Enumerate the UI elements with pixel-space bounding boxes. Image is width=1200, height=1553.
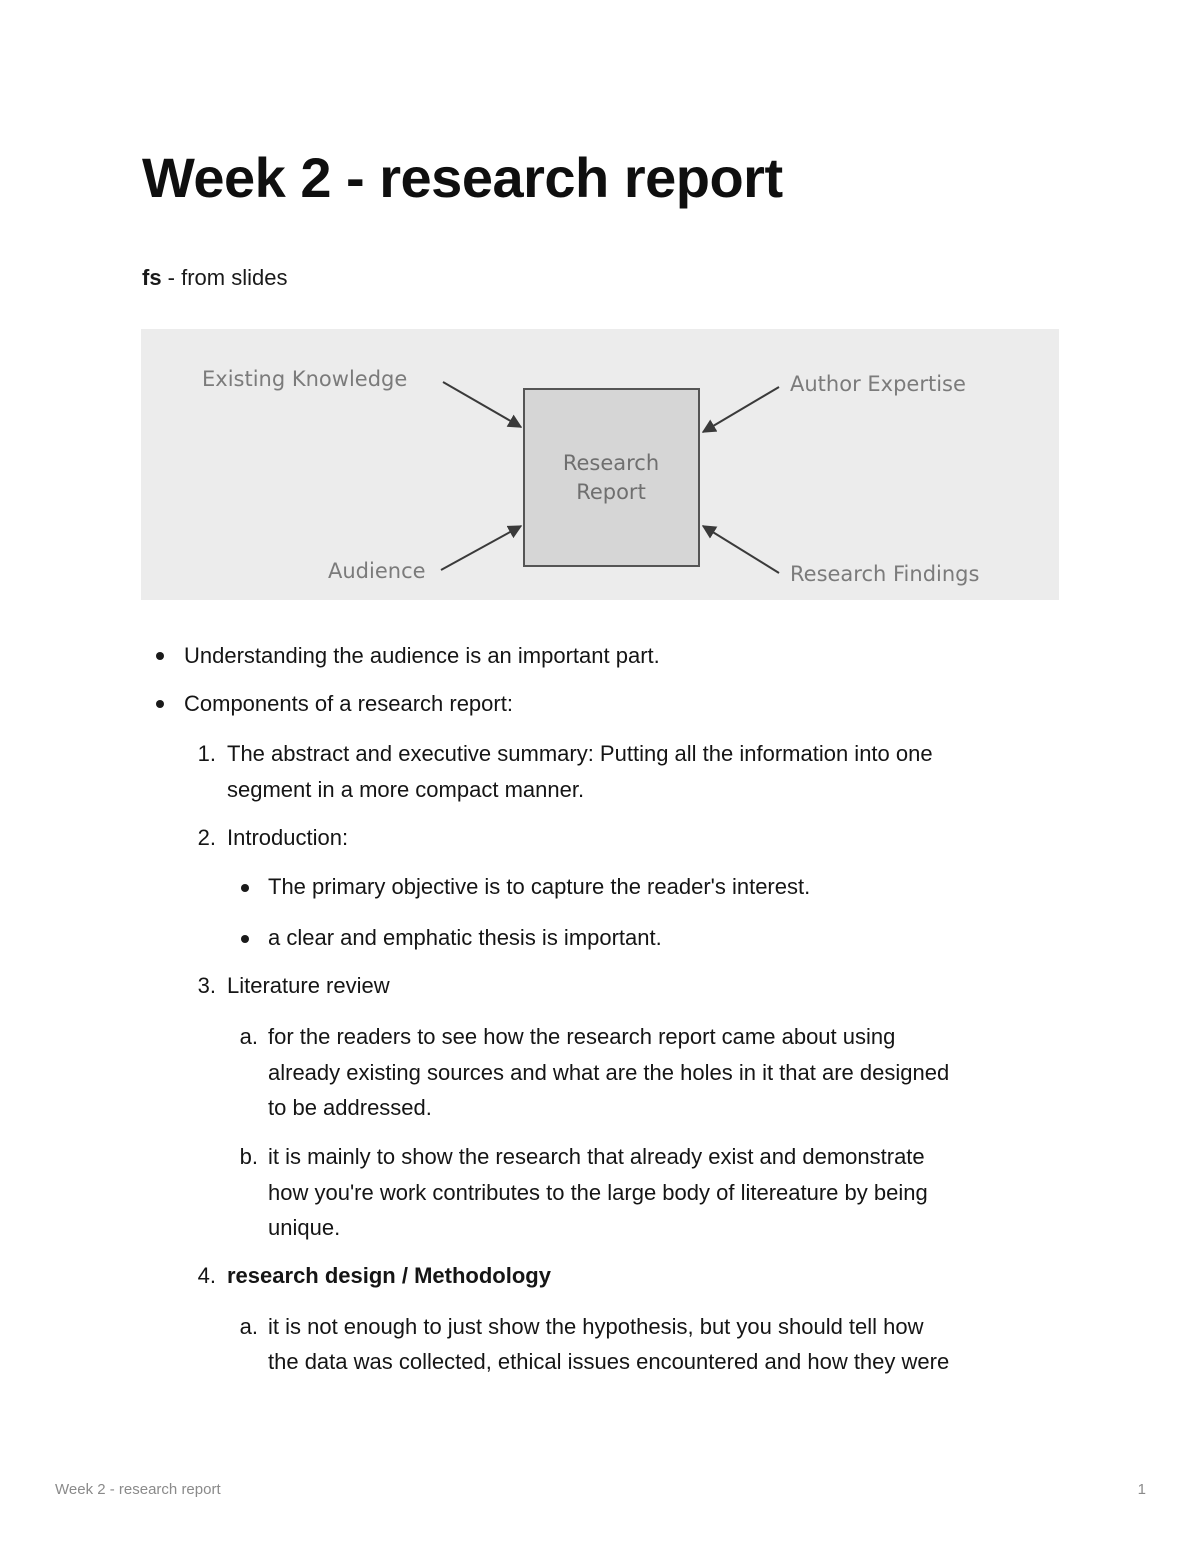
methodology-point-a-line1: it is not enough to just show the hypothesis, but you should tell how — [268, 1314, 924, 1339]
literature-point-b-line1: it is mainly to show the research that already exist and demonstrate — [268, 1144, 925, 1169]
introduction-point-1: The primary objective is to capture the reader's interest. — [268, 874, 811, 899]
sub-bullet-dot — [241, 935, 249, 943]
arrow-existing-knowledge — [443, 382, 521, 427]
meta-line — [142, 263, 287, 293]
list-letter: a. — [239, 1314, 258, 1339]
list-number: 4. — [197, 1263, 216, 1288]
list-number: 1. — [197, 741, 216, 766]
page-number: 1 — [1137, 1481, 1146, 1498]
literature-point-b-line3: unique. — [268, 1215, 341, 1240]
label-audience: Audience — [328, 559, 426, 583]
list-number: 3. — [197, 973, 216, 998]
research-report-diagram — [141, 329, 1059, 600]
component-introduction: Introduction: — [227, 825, 349, 850]
literature-point-a-line2: already existing sources and what are the holes in it that are designed — [268, 1060, 950, 1085]
arrow-research-findings — [703, 526, 779, 573]
box-label-line1: Research — [562, 451, 660, 475]
label-existing-knowledge: Existing Knowledge — [202, 367, 408, 391]
component-abstract-line2: segment in a more compact manner. — [227, 777, 585, 802]
page-title: Week 2 - research report — [142, 146, 783, 209]
bullet-dot — [156, 700, 164, 708]
literature-point-b-line2: how you're work contributes to the large body of litereature by being — [268, 1180, 928, 1205]
meta-abbreviation: fs — [142, 265, 162, 290]
label-research-findings: Research Findings — [790, 562, 980, 586]
bullet-components: Components of a research report: — [184, 691, 513, 716]
component-abstract-line1: The abstract and executive summary: Putting all the information into one — [227, 741, 933, 766]
component-literature-review: Literature review — [227, 973, 390, 998]
list-number: 2. — [197, 825, 216, 850]
meta-description: - from slides — [161, 265, 288, 290]
diagram-svg — [141, 329, 1059, 600]
bullet-dot — [156, 652, 164, 660]
arrow-audience — [441, 526, 521, 570]
component-research-design: research design / Methodology — [227, 1263, 551, 1288]
introduction-point-2: a clear and emphatic thesis is important. — [268, 925, 662, 950]
arrow-author-expertise — [703, 387, 779, 432]
research-report-box — [524, 389, 699, 566]
literature-point-a-line3: to be addressed. — [268, 1095, 432, 1120]
box-label-line2: Report — [576, 480, 646, 504]
sub-bullet-dot — [241, 884, 249, 892]
bullet-audience: Understanding the audience is an important part. — [184, 643, 660, 668]
label-author-expertise: Author Expertise — [790, 372, 966, 396]
footer-title: Week 2 - research report — [55, 1481, 221, 1498]
list-letter: b. — [239, 1144, 258, 1169]
literature-point-a-line1: for the readers to see how the research report came about using — [268, 1024, 896, 1049]
methodology-point-a-line2: the data was collected, ethical issues encountered and how they were — [268, 1349, 950, 1374]
list-letter: a. — [239, 1024, 258, 1049]
